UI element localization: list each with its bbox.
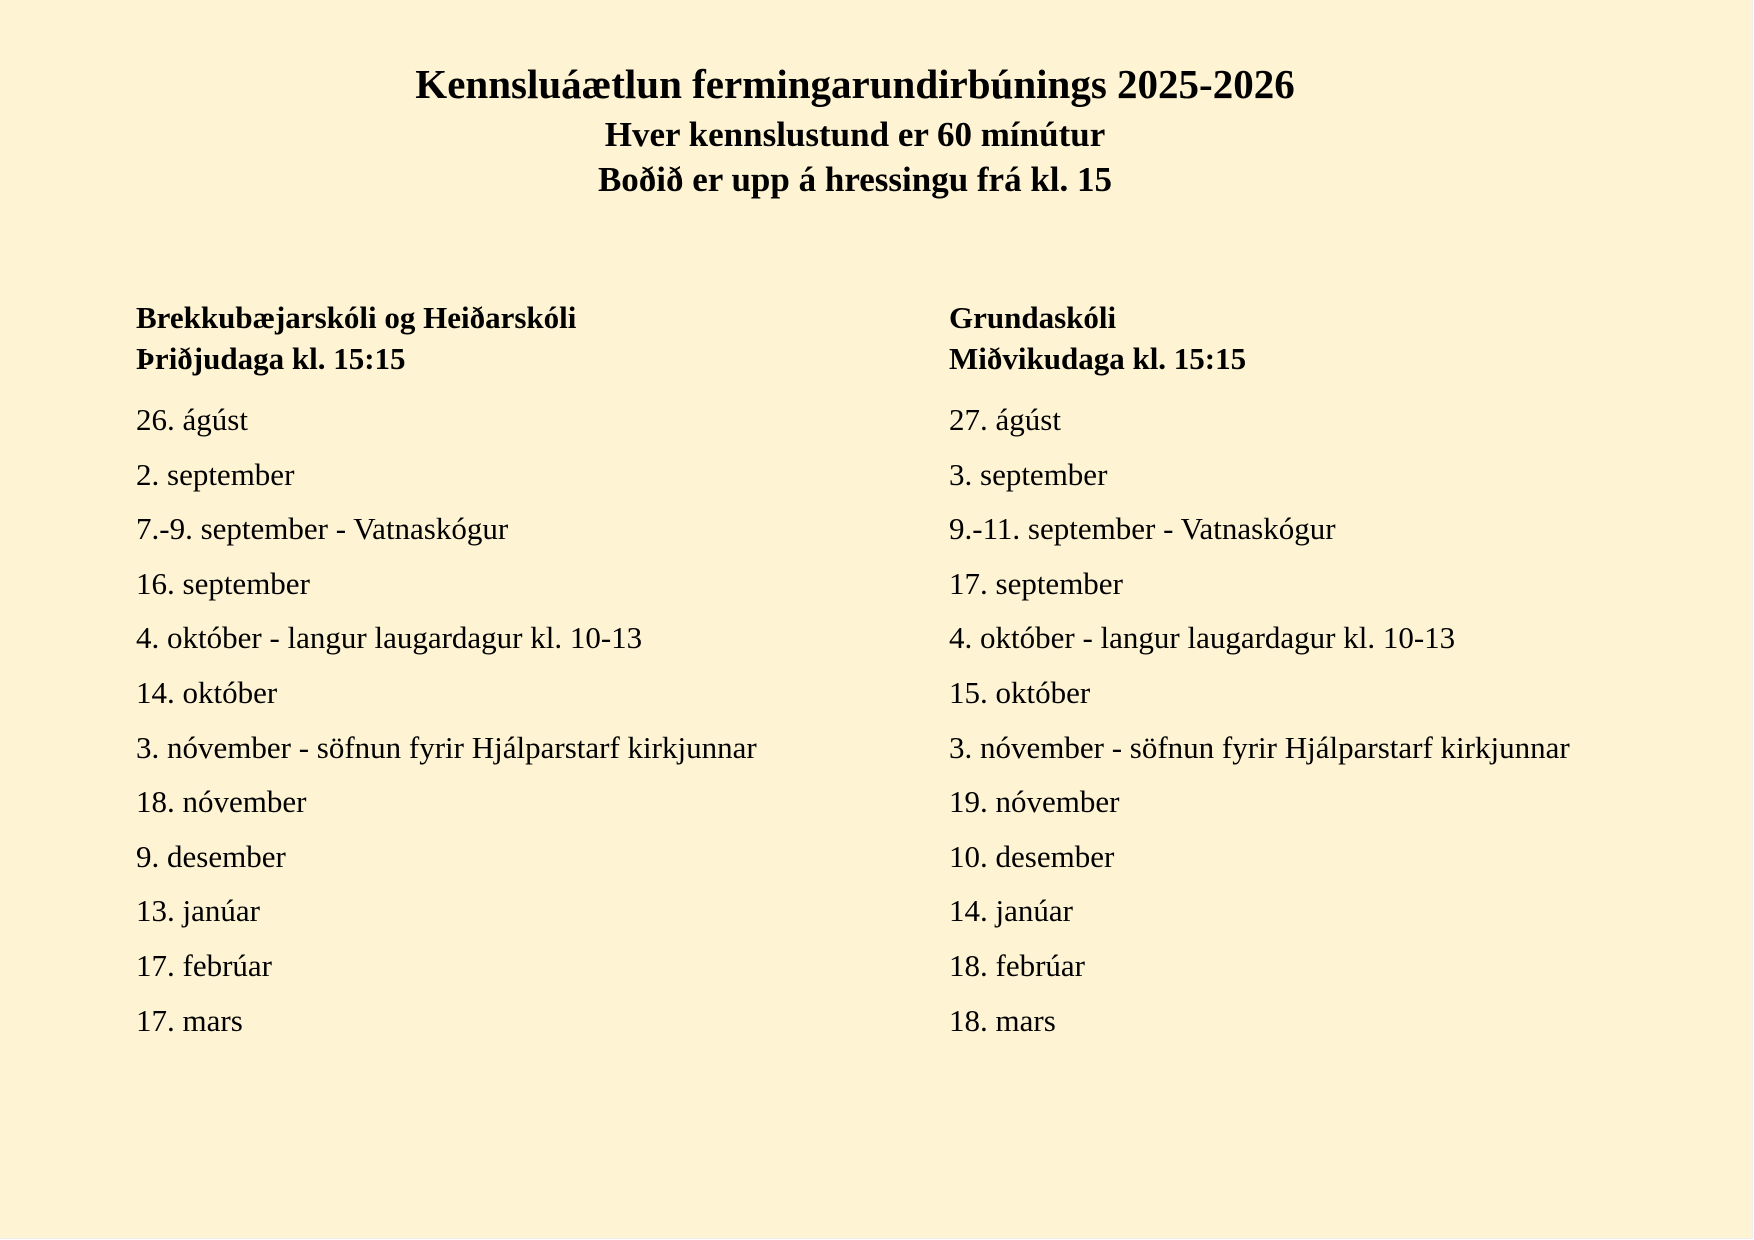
list-item: 17. mars [136, 1002, 243, 1038]
list-item: 17. september [949, 565, 1123, 601]
list-item: 10. desember [949, 838, 1115, 874]
list-item: 15. október [949, 674, 1091, 710]
list-item: 18. nóvember [136, 784, 307, 820]
list-item: 26. ágúst [136, 402, 248, 437]
lesson-day-right: Miðvikudaga kl. 15:15 [949, 341, 1247, 376]
list-item: 4. október - langur laugardagur kl. 10-13 [949, 620, 1456, 656]
list-item: 13. janúar [136, 893, 260, 929]
list-item: 18. mars [949, 1002, 1056, 1038]
list-item: 27. ágúst [949, 402, 1061, 437]
document-header [0, 56, 1710, 202]
list-item: 3. nóvember - söfnun fyrir Hjálparstarf kirkjunnar [949, 729, 1570, 765]
list-item: 9.-11. september - Vatnaskógur [949, 511, 1336, 547]
date-list-left [136, 393, 757, 1048]
list-item: 18. febrúar [949, 947, 1085, 983]
list-item: 9. desember [136, 838, 286, 874]
list-item: 7.-9. september - Vatnaskógur [136, 511, 509, 547]
list-item: 16. september [136, 565, 310, 601]
lesson-duration-note: Hver kennslustund er 60 mínútur [604, 115, 1106, 154]
schedule-column-left [136, 297, 757, 1048]
list-item: 4. október - langur laugardagur kl. 10-13 [136, 620, 643, 656]
lesson-day-left: Þriðjudaga kl. 15:15 [136, 341, 406, 376]
school-name-right: Grundaskóli [949, 300, 1117, 335]
list-item: 3. september [949, 456, 1108, 492]
list-item: 14. janúar [949, 893, 1073, 929]
list-item: 14. október [136, 674, 278, 710]
document-title: Kennsluáætlun fermingarundirbúnings 2025-2026 [415, 61, 1295, 107]
list-item: 2. september [136, 456, 295, 492]
refreshment-note: Boðið er upp á hressingu frá kl. 15 [597, 160, 1113, 199]
date-list-right [949, 393, 1570, 1048]
list-item: 19. nóvember [949, 784, 1120, 820]
school-name-left: Brekkubæjarskóli og Heiðarskóli [136, 300, 577, 335]
list-item: 17. febrúar [136, 947, 272, 983]
schedule-column-right [949, 297, 1570, 1048]
list-item: 3. nóvember - söfnun fyrir Hjálparstarf kirkjunnar [136, 729, 757, 765]
